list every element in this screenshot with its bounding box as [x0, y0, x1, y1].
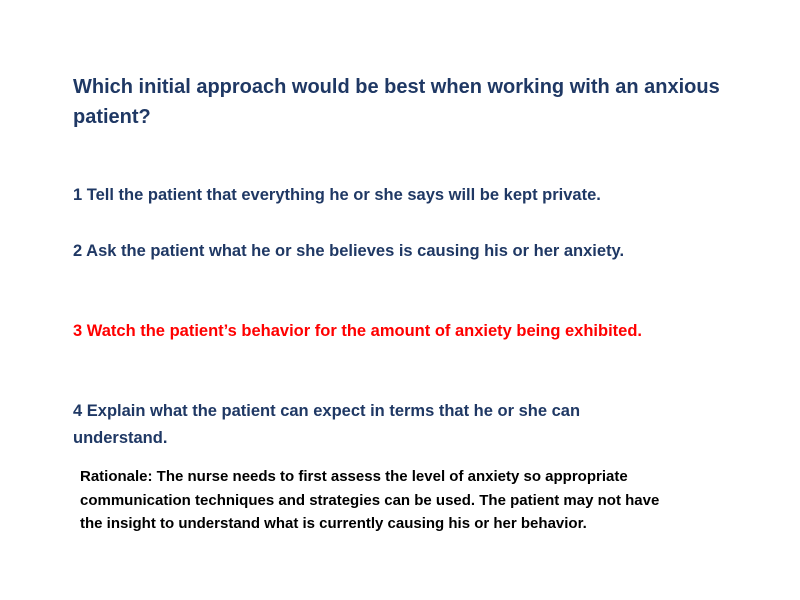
answer-option-4: 4 Explain what the patient can expect in terms that he or she can understand.	[73, 402, 581, 447]
rationale-text: Rationale: The nurse needs to first assess the level of anxiety so appropriate communication techniques and strategies can be used. The patient may not have the insight to understand what is currently causing his or her behavior.	[80, 468, 660, 532]
answer-option-3-correct: 3 Watch the patient’s behavior for the amount of anxiety being exhibited.	[73, 322, 643, 340]
answer-option-2: 2 Ask the patient what he or she believes is causing his or her anxiety.	[73, 242, 625, 260]
question-text: Which initial approach would be best when working with an anxious patient?	[73, 76, 720, 128]
answer-option-1: 1 Tell the patient that everything he or she says will be kept private.	[73, 186, 601, 204]
